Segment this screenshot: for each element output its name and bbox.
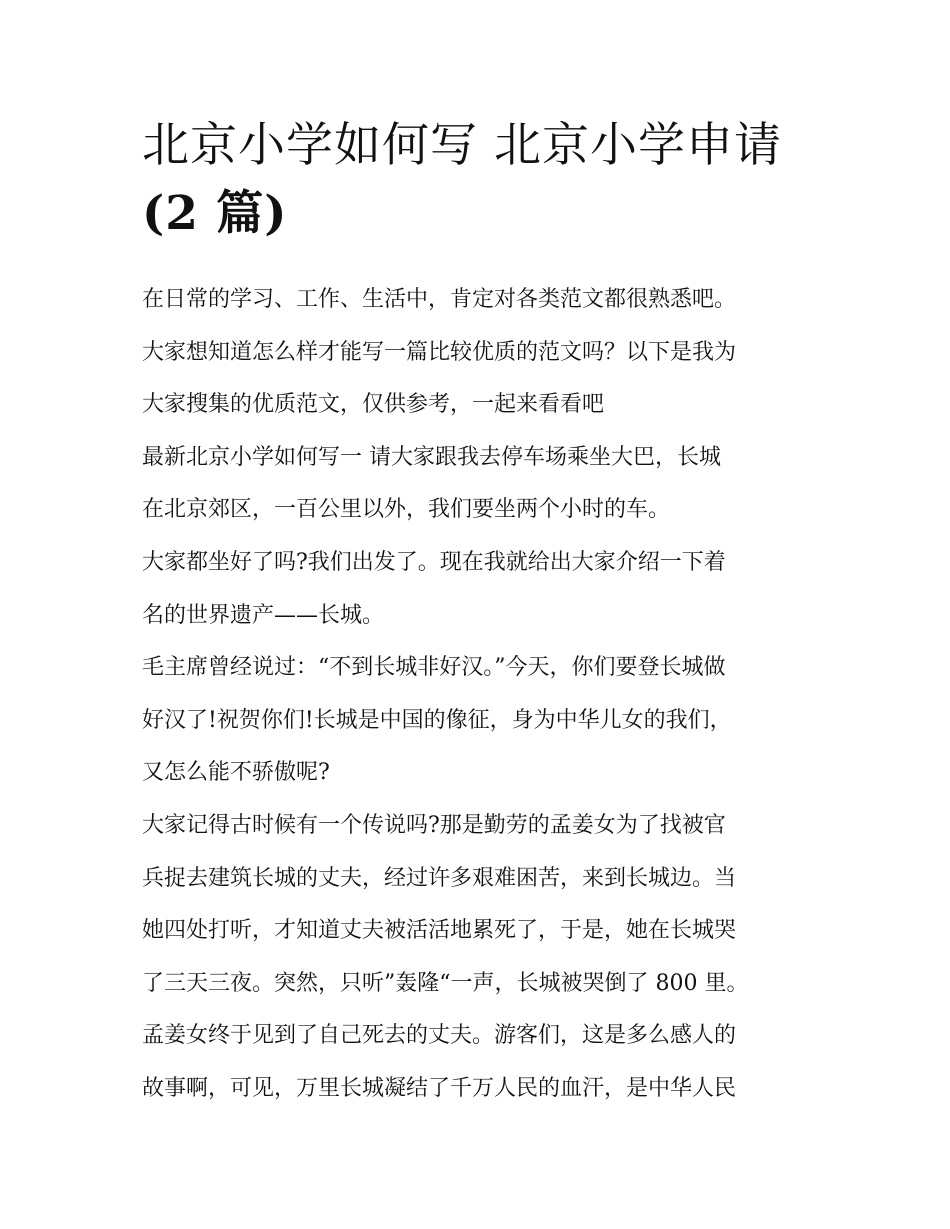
text-line: 又怎么能不骄傲呢? xyxy=(142,760,330,786)
body-text xyxy=(142,274,822,1116)
title-line-1: 北京小学如何写 北京小学申请 xyxy=(142,118,782,173)
text-line: 大家记得古时候有一个传说吗?那是勤劳的孟姜女为了找被官 xyxy=(142,812,726,838)
text-line: 名的世界遗产——长城。 xyxy=(142,602,385,628)
text-line: 好汉了!祝贺你们!长城是中国的像征，身为中华儿女的我们， xyxy=(142,707,732,733)
text-line: 毛主席曾经说过：“不到长城非好汉。”今天，你们要登长城做 xyxy=(142,655,726,681)
page-title xyxy=(142,112,822,248)
text-line: 大家搜集的优质范文，仅供参考，一起来看看吧 xyxy=(142,392,605,418)
text-line: 在日常的学习、工作、生活中，肯定对各类范文都很熟悉吧。 xyxy=(142,287,737,312)
text-line: 她四处打听，才知道丈夫被活活地累死了，于是，她在长城哭 xyxy=(142,918,737,944)
text-line: 孟姜女终于见到了自己死去的丈夫。游客们，这是多么感人的 xyxy=(142,1023,737,1049)
text-line: 大家想知道怎么样才能写一篇比较优质的范文吗？以下是我为 xyxy=(142,339,737,365)
text-line: 了三天三夜。突然，只听”轰隆“一声，长城被哭倒了 800 里。 xyxy=(142,970,749,996)
text-line: 大家都坐好了吗?我们出发了。现在我就给出大家介绍一下着 xyxy=(142,549,726,575)
text-line: 最新北京小学如何写一 请大家跟我去停车场乘坐大巴，长城 xyxy=(142,444,721,470)
text-line: 在北京郊区，一百公里以外，我们要坐两个小时的车。 xyxy=(142,497,671,523)
text-line: 故事啊，可见，万里长城凝结了千万人民的血汗，是中华人民 xyxy=(142,1075,737,1101)
text-line: 兵捉去建筑长城的丈夫，经过许多艰难困苦，来到长城边。当 xyxy=(142,865,737,891)
title-line-2: (2 篇) xyxy=(142,186,288,241)
